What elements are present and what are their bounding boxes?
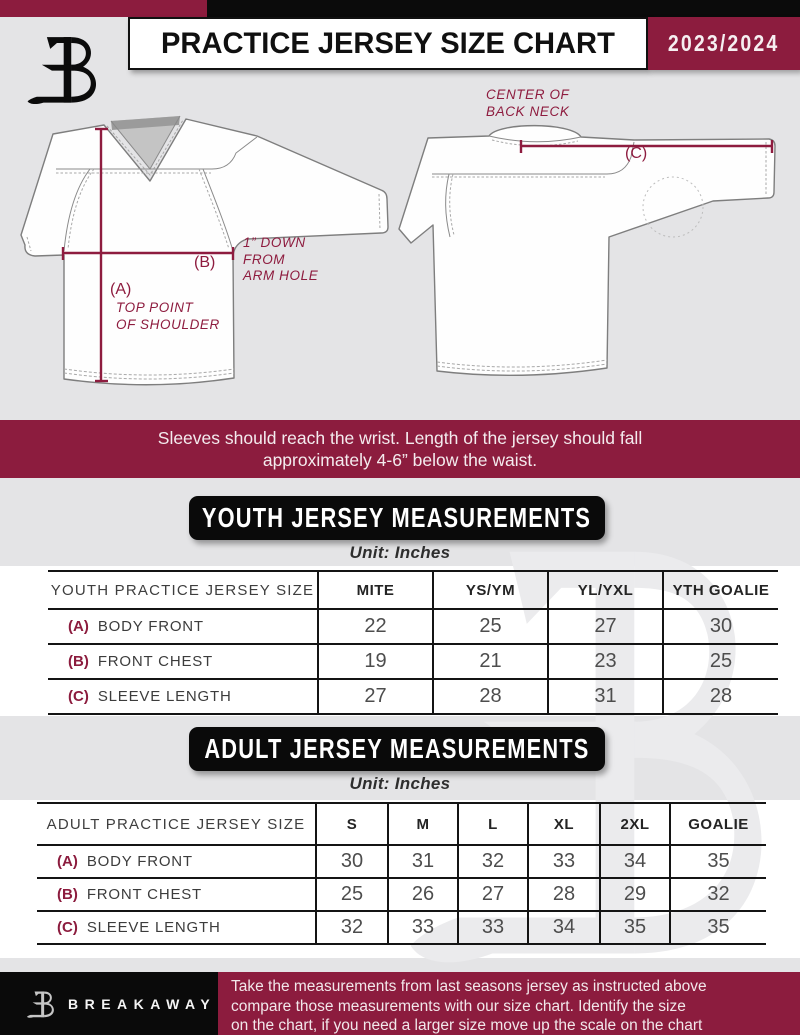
table-row (48, 609, 778, 644)
value-cell: 30 (663, 609, 778, 644)
table-row (48, 644, 778, 679)
row-label (37, 845, 316, 878)
row-name: SLEEVE LENGTH (86, 919, 221, 936)
label-B: (B) (194, 254, 216, 271)
footer-line2: compare those measurements with our size chart. Identify the size (231, 997, 686, 1015)
value-cell: 33 (528, 845, 600, 878)
jersey-diagram-canvas (0, 85, 800, 425)
row-label (48, 679, 318, 714)
value-cell: 32 (316, 911, 388, 944)
armhole-caption: 1” DOWN FROM ARM HOLE (243, 235, 319, 283)
adult-size-table (37, 802, 766, 945)
youth-section (0, 496, 800, 716)
value-cell: 25 (663, 644, 778, 679)
footer-instructions (218, 972, 800, 1035)
back-jersey-diagram (399, 126, 775, 376)
value-cell: 28 (528, 878, 600, 911)
fit-note-banner (0, 420, 800, 478)
page-title: PRACTICE JERSEY SIZE CHART (161, 26, 615, 60)
youth-heading-banner (189, 496, 605, 540)
youth-unit-label: Unit: Inches (349, 543, 451, 562)
breakaway-logo-icon (24, 985, 57, 1023)
value-cell: 28 (433, 679, 548, 714)
value-cell: 27 (548, 609, 663, 644)
value-cell: 19 (318, 644, 433, 679)
row-key: (C) (57, 919, 78, 936)
row-label (37, 911, 316, 944)
adult-heading: ADULT JERSEY MEASUREMENTS (204, 733, 590, 764)
table-header-row (37, 803, 766, 845)
fit-note-line1: Sleeves should reach the wrist. Length of the jersey should fall (157, 427, 643, 448)
row-key: (B) (57, 886, 78, 903)
row-name: BODY FRONT (97, 618, 204, 635)
value-cell: 26 (388, 878, 458, 911)
top-strip-maroon (0, 0, 207, 17)
value-cell: 32 (458, 845, 528, 878)
label-A: (A) (110, 281, 132, 298)
value-cell: 23 (548, 644, 663, 679)
table-row (37, 878, 766, 911)
youth-heading: YOUTH JERSEY MEASUREMENTS (202, 502, 592, 533)
label-C: (C) (625, 145, 648, 162)
top-strip-black (207, 0, 800, 17)
table-row (37, 911, 766, 944)
value-cell: 25 (316, 878, 388, 911)
value-cell: 35 (670, 845, 766, 878)
value-cell: 28 (663, 679, 778, 714)
row-name: FRONT CHEST (86, 886, 203, 903)
table-row (37, 845, 766, 878)
value-cell: 21 (433, 644, 548, 679)
header-cell: YL/YXL (548, 571, 663, 609)
header-cell: GOALIE (670, 803, 766, 845)
value-cell: 30 (316, 845, 388, 878)
header-cell: YS/YM (433, 571, 548, 609)
season-label: 2023/2024 (668, 30, 780, 56)
row-label (48, 644, 318, 679)
value-cell: 35 (670, 911, 766, 944)
row-key: (A) (68, 618, 89, 635)
value-cell: 32 (670, 878, 766, 911)
value-cell: 34 (600, 845, 670, 878)
value-cell: 31 (548, 679, 663, 714)
row-key: (A) (57, 853, 78, 870)
row-key: (C) (68, 688, 89, 705)
table-row (48, 679, 778, 714)
row-label (37, 878, 316, 911)
shoulder-caption: TOP POINT OF SHOULDER (116, 300, 220, 332)
value-cell: 33 (458, 911, 528, 944)
fit-note-line2: approximately 4-6” below the waist. (262, 450, 538, 470)
value-cell: 34 (528, 911, 600, 944)
header-cell: YOUTH PRACTICE JERSEY SIZE (48, 571, 318, 609)
title-bar (128, 17, 648, 70)
header-cell: MITE (318, 571, 433, 609)
header-cell: S (316, 803, 388, 845)
footer-brand-box (0, 972, 218, 1035)
value-cell: 27 (458, 878, 528, 911)
season-badge (648, 17, 800, 70)
header-cell: ADULT PRACTICE JERSEY SIZE (37, 803, 316, 845)
value-cell: 22 (318, 609, 433, 644)
header-cell: YTH GOALIE (663, 571, 778, 609)
value-cell: 25 (433, 609, 548, 644)
value-cell: 27 (318, 679, 433, 714)
adult-heading-banner (189, 727, 605, 771)
brand-name: BREAKAWAY (68, 995, 217, 1012)
row-label (48, 609, 318, 644)
value-cell: 29 (600, 878, 670, 911)
jersey-diagrams (0, 85, 800, 425)
value-cell: 31 (388, 845, 458, 878)
row-key: (B) (68, 653, 89, 670)
header-cell: M (388, 803, 458, 845)
value-cell: 35 (600, 911, 670, 944)
row-name: BODY FRONT (86, 853, 193, 870)
table-header-row (48, 571, 778, 609)
row-name: SLEEVE LENGTH (97, 688, 232, 705)
adult-section (0, 727, 800, 949)
youth-size-table (48, 570, 778, 715)
adult-unit-label: Unit: Inches (349, 774, 451, 793)
header-cell: L (458, 803, 528, 845)
footer-line3: on the chart, if you need a larger size move up the scale on the chart (231, 1017, 703, 1034)
row-name: FRONT CHEST (97, 653, 214, 670)
header-cell: XL (528, 803, 600, 845)
header-cell: 2XL (600, 803, 670, 845)
value-cell: 33 (388, 911, 458, 944)
back-neck-caption: CENTER OF BACK NECK (486, 87, 570, 119)
footer-line1: Take the measurements from last seasons jersey as instructed above (231, 978, 707, 995)
